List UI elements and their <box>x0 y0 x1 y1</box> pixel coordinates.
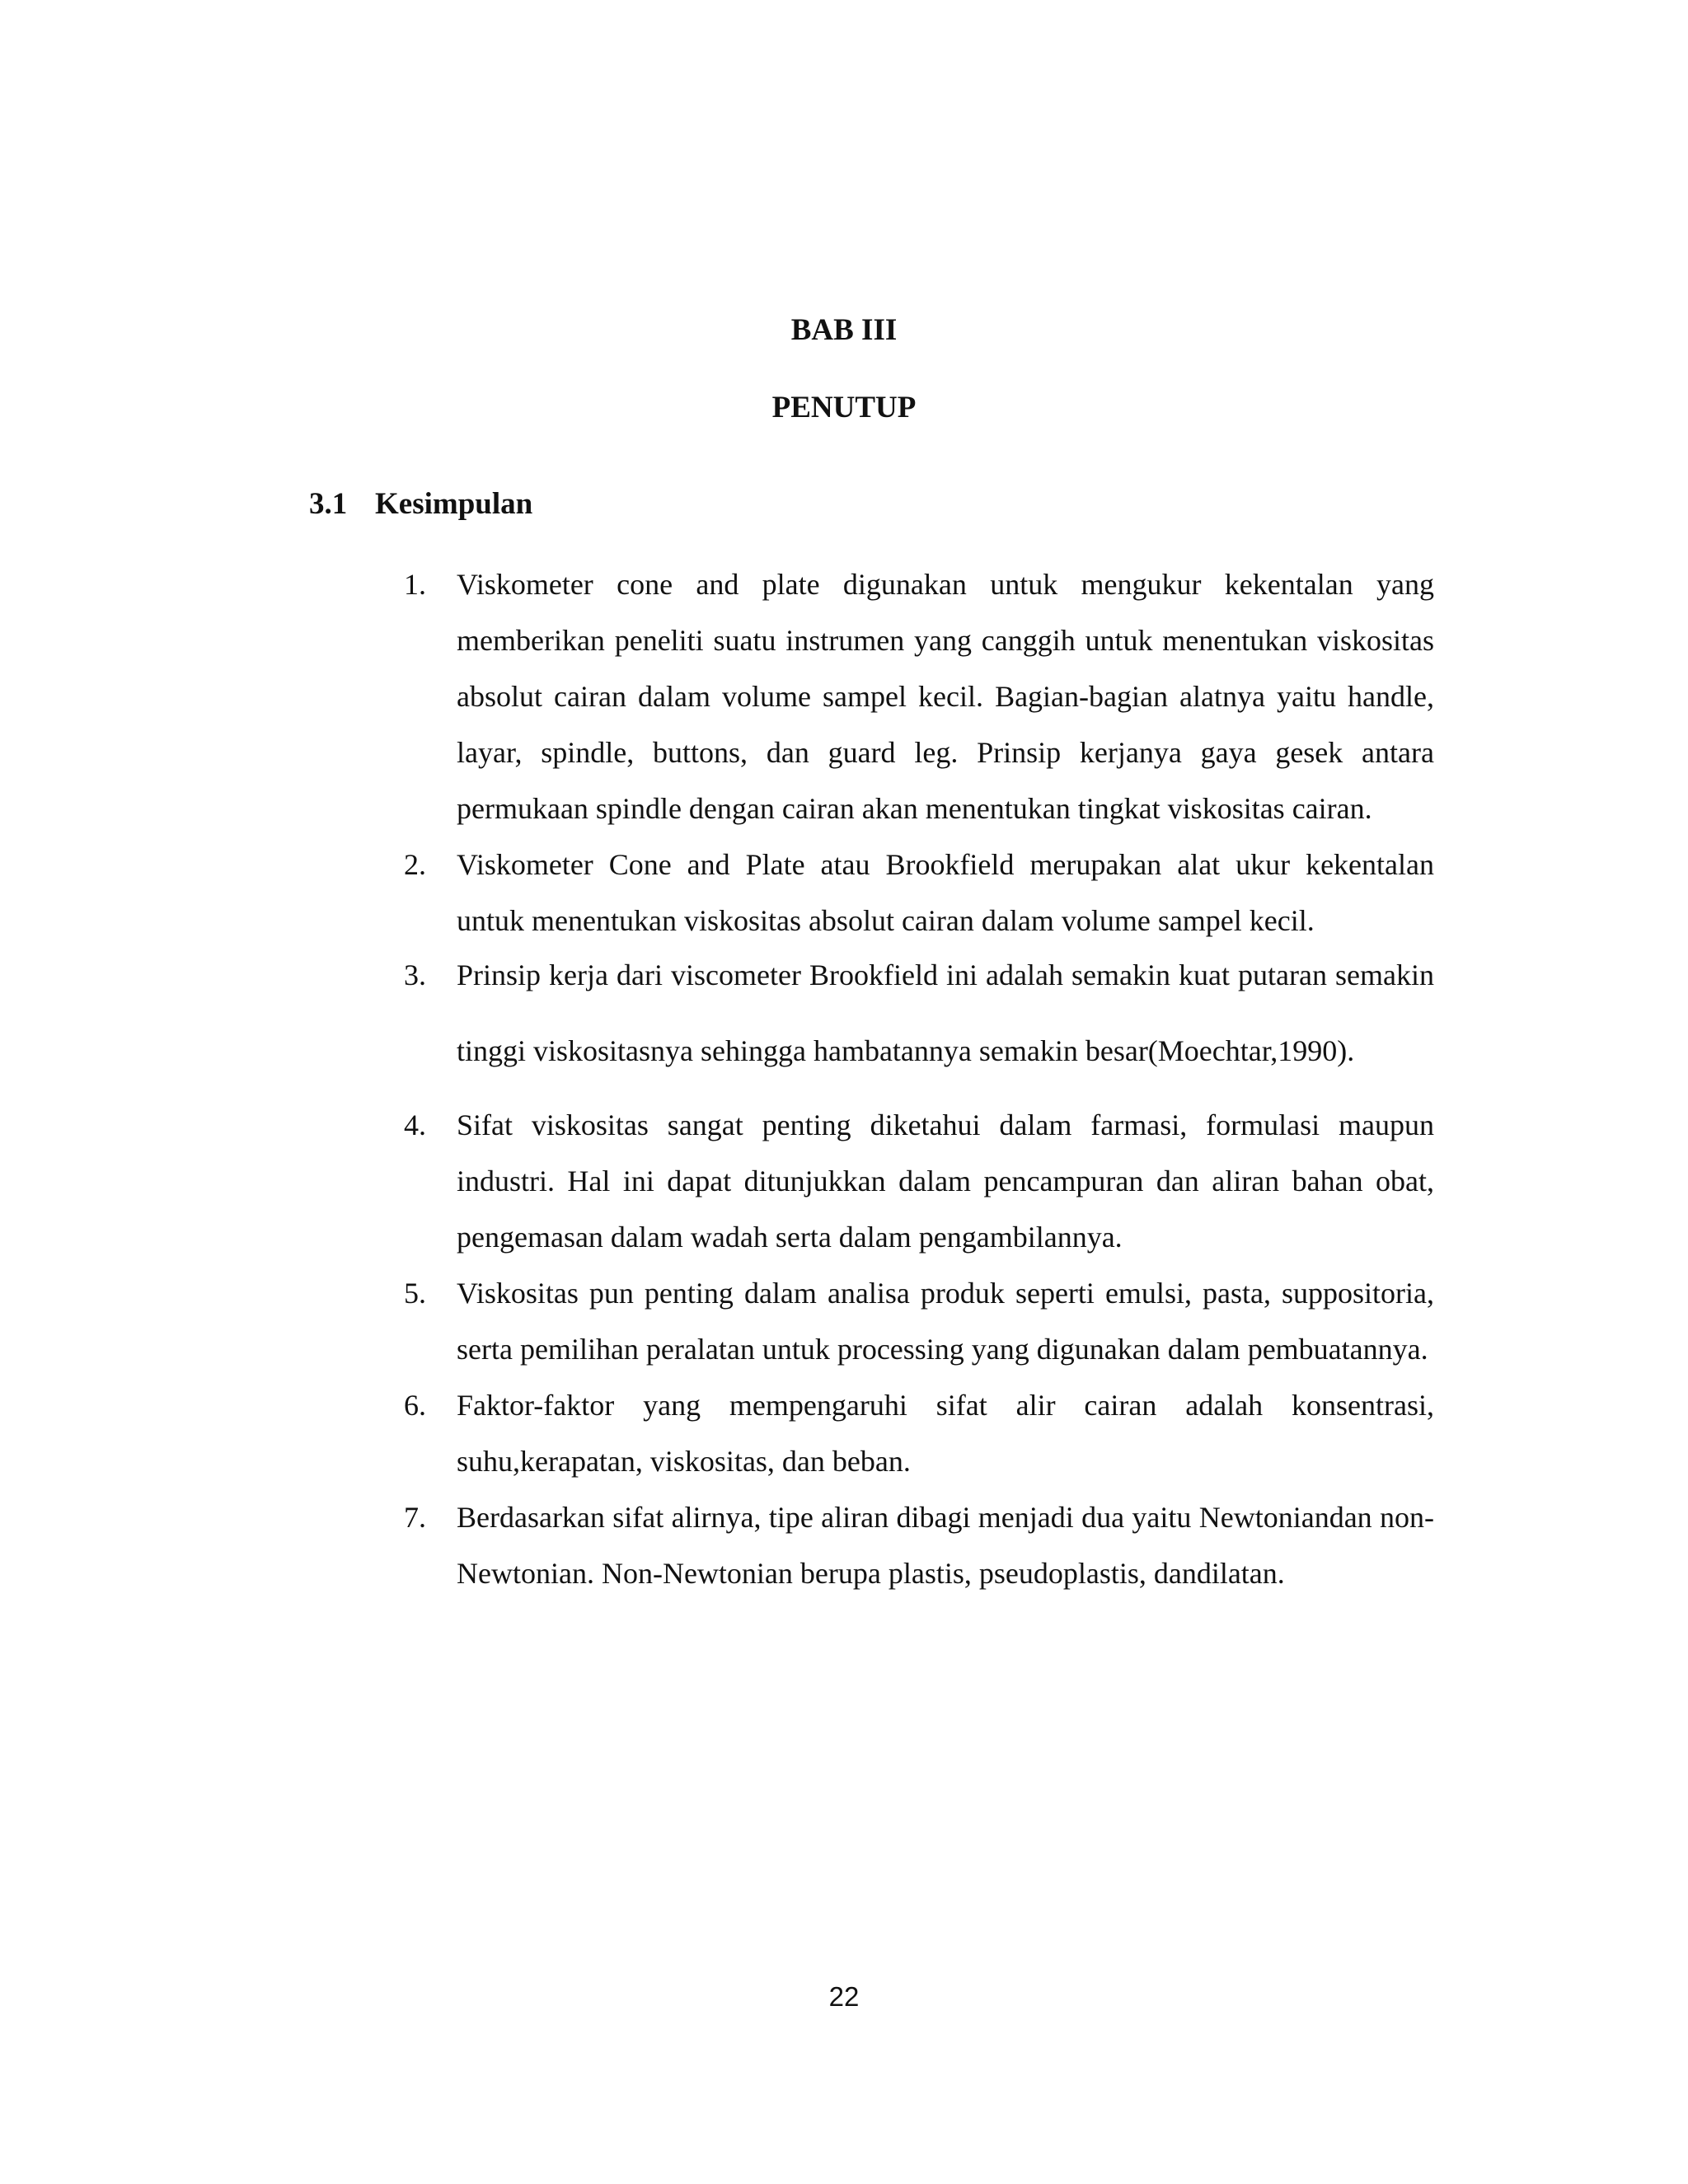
list-marker: 5. <box>404 1277 426 1310</box>
chapter-label: BAB III <box>790 313 898 347</box>
chapter-title: PENUTUP <box>771 391 917 424</box>
list-marker: 2. <box>404 848 426 881</box>
page-number: 22 <box>828 1981 860 2012</box>
list-item <box>404 1265 1434 1377</box>
conclusion-list <box>404 556 1434 1601</box>
list-item <box>404 937 1434 1089</box>
list-marker: 3. <box>404 958 426 991</box>
list-item <box>404 556 1434 837</box>
section-number: 3.1 <box>309 487 348 521</box>
list-item <box>404 1097 1434 1265</box>
list-marker: 6. <box>404 1389 426 1422</box>
list-item-text: Berdasarkan sifat alirnya, tipe aliran dibagi menjadi dua yaitu Newtoniandan non-Newtonian. Non-Newtonian berupa plastis, pseudoplastis, dandilatan. <box>457 1501 1434 1590</box>
list-item-text: Prinsip kerja dari viscometer Brookfield ini adalah semakin kuat putaran semakin tinggi viskositasnya sehingga hambatannya semakin besar(Moechtar,1990). <box>457 958 1434 1067</box>
list-item <box>404 1377 1434 1489</box>
section-title: Kesimpulan <box>375 487 533 521</box>
list-item-text: Viskometer cone and plate digunakan untuk mengukur kekentalan yang memberikan peneliti suatu instrumen yang canggih untuk menentukan viskositas absolut cairan dalam volume sampel kecil. Bagian-bagian alatnya yaitu handle, layar, spindle, buttons, dan guard leg. Prinsip kerjanya gaya gesek antara permukaan spindle dengan cairan akan menentukan tingkat viskositas cairan. <box>457 568 1434 825</box>
list-item <box>404 837 1434 949</box>
list-item-text: Viskometer Cone and Plate atau Brookfield merupakan alat ukur kekentalan untuk menentukan viskositas absolut cairan dalam volume sampel kecil. <box>457 848 1434 937</box>
list-item-text: Sifat viskositas sangat penting diketahui dalam farmasi, formulasi maupun industri. Hal ini dapat ditunjukkan dalam pencampuran dan aliran bahan obat, pengemasan dalam wadah serta dalam pengambilannya. <box>457 1108 1434 1254</box>
section-heading <box>309 489 532 519</box>
list-marker: 7. <box>404 1501 426 1534</box>
list-marker: 1. <box>404 568 426 601</box>
list-item <box>404 1489 1434 1601</box>
list-item-text: Faktor-faktor yang mempengaruhi sifat alir cairan adalah konsentrasi, suhu,kerapatan, viskositas, dan beban. <box>457 1389 1434 1478</box>
list-item-text: Viskositas pun penting dalam analisa produk seperti emulsi, pasta, suppositoria, serta pemilihan peralatan untuk processing yang digunakan dalam pembuatannya. <box>457 1277 1434 1366</box>
list-marker: 4. <box>404 1108 426 1141</box>
